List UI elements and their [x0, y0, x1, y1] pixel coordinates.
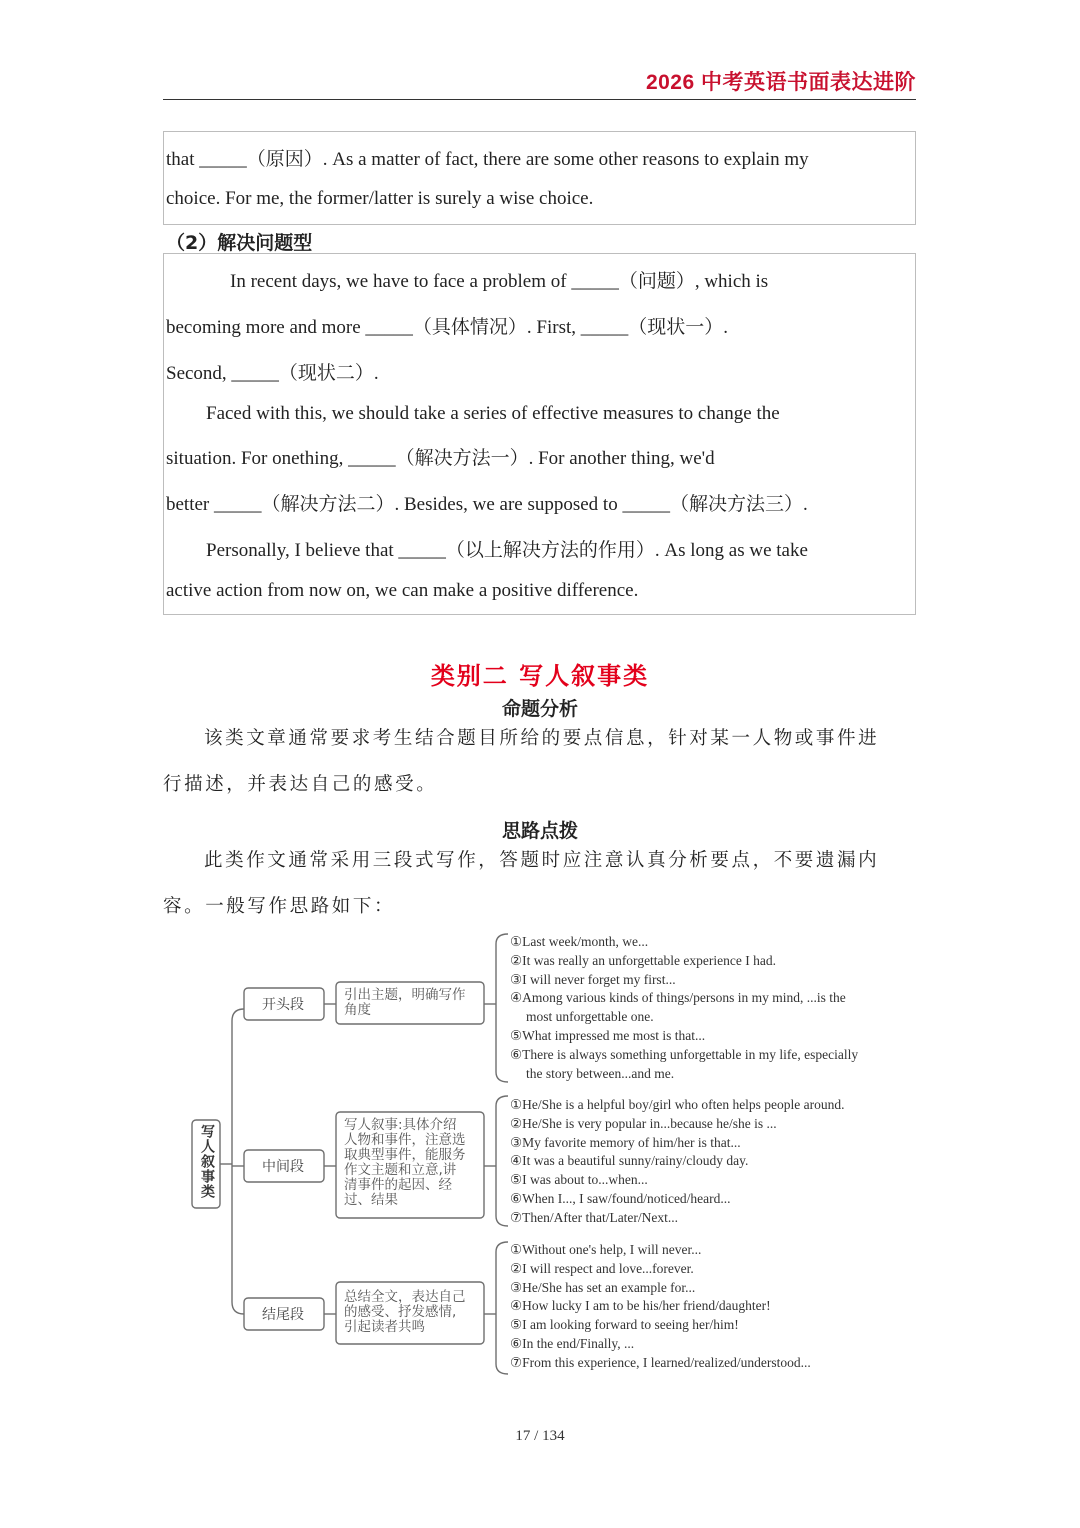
template-line: Second, _____（现状二）. — [166, 363, 379, 384]
example-sentence: ①Without one's help, I will never... — [510, 1242, 702, 1257]
example-sentence: ②It was really an unforgettable experience I had. — [510, 952, 776, 968]
analysis-text-line: 该类文章通常要求考生结合题目所给的要点信息，针对某一人物或事件进 — [204, 728, 880, 749]
template-line: Personally, I believe that _____（以上解决方法的作用）. As long as we take — [206, 540, 808, 561]
example-sentence: ②I will respect and love...forever. — [510, 1260, 694, 1276]
template-line: becoming more and more _____（具体情况）. First, _____（现状一）. — [166, 317, 729, 338]
example-sentence: ⑤I am looking forward to seeing her/him! — [510, 1317, 739, 1333]
template-line: that _____（原因）. As a matter of fact, there are some other reasons to explain my — [166, 149, 809, 170]
subheading-problem-solving: （2）解决问题型 — [166, 232, 313, 254]
example-sentence: ①Last week/month, we... — [510, 934, 649, 949]
example-sentence: most unforgettable one. — [526, 1009, 654, 1025]
analysis-text-line: 行描述，并表达自己的感受。 — [163, 774, 438, 795]
examples-middle — [510, 1096, 845, 1228]
example-sentence: ②He/She is very popular in...because he/she is ... — [510, 1115, 777, 1131]
example-sentence: ⑤I was about to...when... — [510, 1172, 648, 1188]
template-line: Faced with this, we should take a series of effective measures to change the — [206, 403, 780, 424]
example-sentence: ⑦From this experience, I learned/realized/understood... — [510, 1354, 811, 1370]
document-header-title: 2026 中考英语书面表达进阶 — [645, 71, 916, 94]
approach-text-line: 容。一般写作思路如下： — [163, 896, 396, 917]
template-line: situation. For onething, _____（解决方法一）. For another thing, we'd — [166, 448, 715, 469]
section-title: 类别二 写人叙事类 — [430, 662, 650, 690]
example-sentence: ⑦Then/After that/Later/Next... — [510, 1209, 679, 1225]
desc-middle: 写人叙事:具体介绍 人物和事件，注意选 取典型事件，能服务 作文主题和立意,讲 清事件的起因、经 过、结果 — [344, 1117, 466, 1208]
example-sentence: ④Among various kinds of things/persons in my mind, ...is the — [510, 990, 846, 1006]
example-sentence: ③He/She has set an example for... — [510, 1279, 696, 1295]
example-sentence: ⑤What impressed me most is that... — [510, 1027, 706, 1043]
desc-opening: 引出主题，明确写作 角度 — [344, 987, 466, 1018]
page-number: 17 / 134 — [515, 1428, 565, 1444]
approach-heading: 思路点拨 — [501, 820, 578, 842]
example-sentence: ④It was a beautiful sunny/rainy/cloudy day. — [510, 1153, 749, 1169]
example-sentence: ⑥When I..., I saw/found/noticed/heard... — [510, 1190, 731, 1206]
approach-text-line: 此类作文通常采用三段式写作，答题时应注意认真分析要点，不要遗漏内 — [204, 850, 880, 871]
template-line: choice. For me, the former/latter is surely a wise choice. — [166, 188, 594, 209]
desc-ending: 总结全文，表达自己 的感受、抒发感情, 引起读者共鸣 — [344, 1289, 466, 1335]
examples-ending — [510, 1241, 811, 1373]
template-box-reasons — [163, 131, 916, 225]
example-sentence: ④How lucky I am to be his/her friend/daughter! — [510, 1298, 771, 1314]
template-line: better _____（解决方法二）. Besides, we are supposed to _____（解决方法三）. — [166, 494, 808, 515]
template-line: active action from now on, we can make a positive difference. — [166, 580, 639, 601]
writing-structure-mind-map — [180, 926, 900, 1376]
template-line: In recent days, we have to face a problem of _____（问题）, which is — [230, 271, 769, 292]
root-label: 写人叙事类 — [199, 1124, 215, 1199]
template-box-problem-solving — [163, 253, 916, 615]
example-sentence: ⑥In the end/Finally, ... — [510, 1335, 635, 1351]
header-rule — [163, 99, 916, 100]
example-sentence: ③My favorite memory of him/her is that... — [510, 1134, 741, 1150]
branch-label-ending: 结尾段 — [262, 1307, 304, 1323]
example-sentence: ⑥There is always something unforgettable in my life, especially — [510, 1046, 859, 1062]
examples-opening — [510, 933, 858, 1083]
branch-label-middle: 中间段 — [262, 1159, 304, 1175]
analysis-heading: 命题分析 — [501, 698, 578, 720]
example-sentence: ①He/She is a helpful boy/girl who often helps people around. — [510, 1097, 845, 1112]
example-sentence: ③I will never forget my first... — [510, 971, 676, 987]
branch-label-opening: 开头段 — [262, 997, 304, 1013]
example-sentence: the story between...and me. — [526, 1065, 675, 1081]
